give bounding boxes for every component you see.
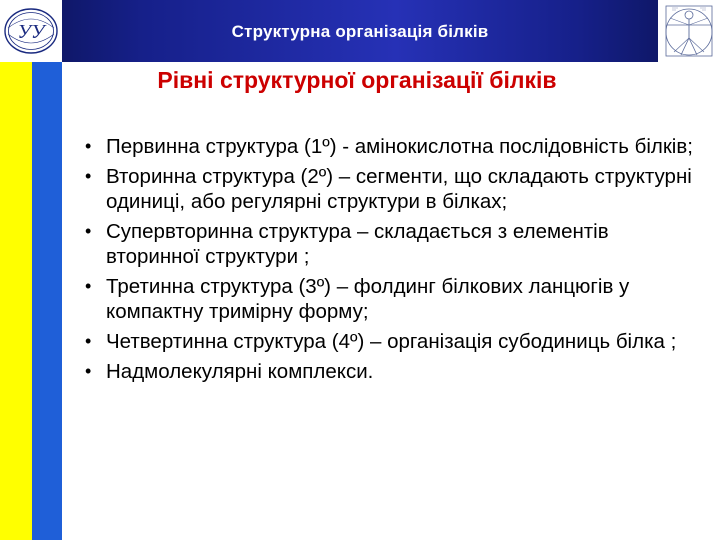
header-title: Структурна організація білків xyxy=(231,22,489,41)
bullet-dot-icon: • xyxy=(85,166,92,186)
bullet-text: Супервторинна структура – складається з елементів вторинної структури ; xyxy=(106,220,609,268)
logo-monogram: УУ xyxy=(17,21,45,43)
bullet-text: Четвертинна структура (4º) – організація субодиниць білка ; xyxy=(106,330,677,353)
bullet-dot-icon: • xyxy=(85,331,92,351)
bullet-list xyxy=(82,134,702,389)
university-logo-icon xyxy=(0,0,62,62)
bullet-text: Третинна структура (3º) – фолдинг білкових ланцюгів у компактну тримірну форму; xyxy=(106,275,630,323)
bullet-item xyxy=(82,329,702,354)
bullet-item xyxy=(82,219,702,269)
bullet-item xyxy=(82,134,702,159)
bullet-text: Первинна структура (1º) - амінокислотна послідовність білків; xyxy=(106,135,693,158)
bullet-dot-icon: • xyxy=(85,276,92,296)
bullet-text: Вторинна структура (2º) – сегменти, що складають структурні одиниці, або регулярні структури в білках; xyxy=(106,165,692,213)
bullet-dot-icon: • xyxy=(85,361,92,381)
bullet-item xyxy=(82,164,702,214)
left-blue-stripe xyxy=(32,0,62,540)
vitruvian-man-icon xyxy=(658,0,720,62)
left-yellow-stripe xyxy=(0,0,32,540)
bullet-item xyxy=(82,274,702,324)
bullet-dot-icon: • xyxy=(85,221,92,241)
slide-title: Рівні структурної організації білків xyxy=(157,67,557,93)
bullet-item xyxy=(82,359,702,384)
bullet-text: Надмолекулярні комплекси. xyxy=(106,360,374,383)
bullet-dot-icon: • xyxy=(85,136,92,156)
